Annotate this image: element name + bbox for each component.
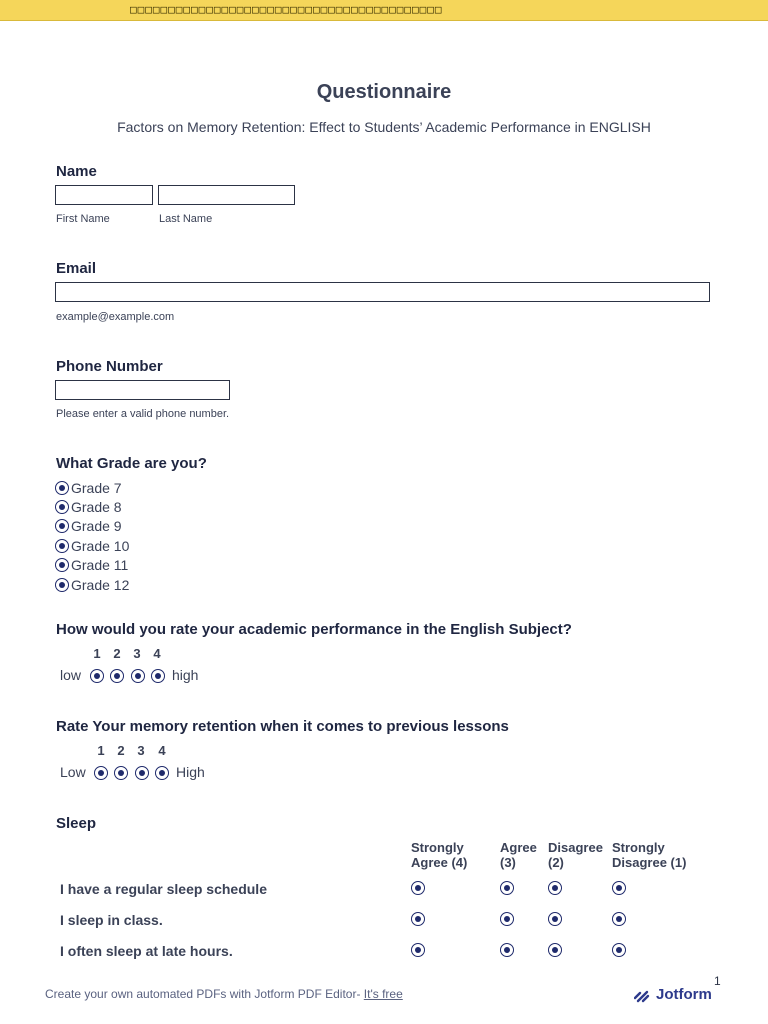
email-input[interactable] [55,282,710,302]
footer-message: Create your own automated PDFs with Jotform PDF Editor- [45,987,364,1001]
matrix-column-header [612,840,686,870]
radio-icon[interactable] [55,481,69,495]
grade-option[interactable] [55,537,129,555]
memory-rating-scale [0,764,768,782]
matrix-row-label: I often sleep at late hours. [60,943,233,959]
first-name-sublabel: First Name [56,213,110,225]
column-header-line: (2) [548,855,564,870]
radio-icon[interactable] [55,519,69,533]
grade-option-label: Grade 12 [71,577,130,593]
page-title: Questionnaire [316,81,452,103]
phone-label: Phone Number [56,358,163,375]
brand-name: Jotform [656,986,712,1003]
memory-rating-label: Rate Your memory retention when it comes to previous lessons [56,718,509,735]
grade-option[interactable] [55,517,122,535]
matrix-row-label: I have a regular sleep schedule [60,881,267,897]
grade-option-label: Grade 8 [71,499,122,515]
grade-option-label: Grade 10 [71,538,130,554]
radio-icon[interactable] [500,943,514,957]
grade-option[interactable] [55,479,122,497]
radio-icon[interactable] [548,943,562,957]
phone-input[interactable] [55,380,230,400]
radio-icon[interactable] [500,881,514,895]
page-number: 1 [714,974,721,988]
radio-icon[interactable] [90,669,104,683]
column-header-line: Disagree [548,840,603,855]
scale-high-label: high [172,667,199,683]
banner-text: □□□□□□□□□□□□□□□□□□□□□□□□□□□□□□□□□□□□□□□□□ [130,3,443,16]
academic-rating-numbers [0,646,768,662]
column-header-line: Strongly [411,840,464,855]
memory-rating-numbers [0,743,768,759]
matrix-column-header [411,840,467,870]
last-name-sublabel: Last Name [159,213,213,225]
email-sublabel: example@example.com [56,311,175,323]
grade-option-label: Grade 7 [71,480,122,496]
sleep-label: Sleep [56,815,97,832]
jotform-icon [634,987,650,1003]
column-header-line: (3) [500,855,516,870]
scale-number: 1 [93,646,101,661]
radio-icon[interactable] [55,558,69,572]
scale-low-label: low [60,667,82,683]
radio-icon[interactable] [55,500,69,514]
scale-number: 3 [133,646,141,661]
first-name-input[interactable] [55,185,153,205]
grade-label: What Grade are you? [56,455,207,472]
column-header-line: Agree (4) [411,855,468,870]
academic-rating-label: How would you rate your academic performance in the English Subject? [56,621,572,638]
radio-icon[interactable] [612,881,626,895]
radio-icon[interactable] [411,943,425,957]
scale-high-label: High [176,764,205,780]
radio-icon[interactable] [94,766,108,780]
matrix-column-header [500,840,537,870]
radio-icon[interactable] [55,539,69,553]
radio-icon[interactable] [548,912,562,926]
radio-icon[interactable] [612,912,626,926]
radio-icon[interactable] [135,766,149,780]
matrix-row-label: I sleep in class. [60,912,163,928]
radio-icon[interactable] [500,912,514,926]
radio-icon[interactable] [612,943,626,957]
matrix-column-header [548,840,603,870]
jotform-logo[interactable] [634,986,712,1003]
scale-low-label: Low [60,764,86,780]
grade-option[interactable] [55,556,128,574]
column-header-line: Disagree (1) [612,855,687,870]
scale-number: 4 [153,646,161,661]
radio-icon[interactable] [155,766,169,780]
scale-number: 4 [158,743,166,758]
scale-number: 3 [137,743,145,758]
radio-icon[interactable] [131,669,145,683]
name-label: Name [56,163,97,180]
column-header-line: Agree [500,840,537,855]
radio-icon[interactable] [411,912,425,926]
grade-option[interactable] [55,576,129,594]
grade-option-label: Grade 11 [71,557,129,573]
scale-number: 2 [117,743,125,758]
grade-option-label: Grade 9 [71,518,122,534]
email-label: Email [56,260,97,277]
scale-number: 2 [113,646,121,661]
radio-icon[interactable] [411,881,425,895]
radio-icon[interactable] [114,766,128,780]
radio-icon[interactable] [55,578,69,592]
radio-icon[interactable] [110,669,124,683]
notice-banner [0,0,768,21]
column-header-line: Strongly [612,840,665,855]
grade-option[interactable] [55,498,122,516]
academic-rating-scale [0,667,768,685]
footer-text [45,987,403,1001]
last-name-input[interactable] [158,185,295,205]
page-subtitle: Factors on Memory Retention: Effect to Students’ Academic Performance in ENGLISH [117,119,651,135]
scale-number: 1 [97,743,105,758]
phone-sublabel: Please enter a valid phone number. [56,408,230,420]
footer-link[interactable]: It's free [363,987,403,1001]
radio-icon[interactable] [151,669,165,683]
radio-icon[interactable] [548,881,562,895]
